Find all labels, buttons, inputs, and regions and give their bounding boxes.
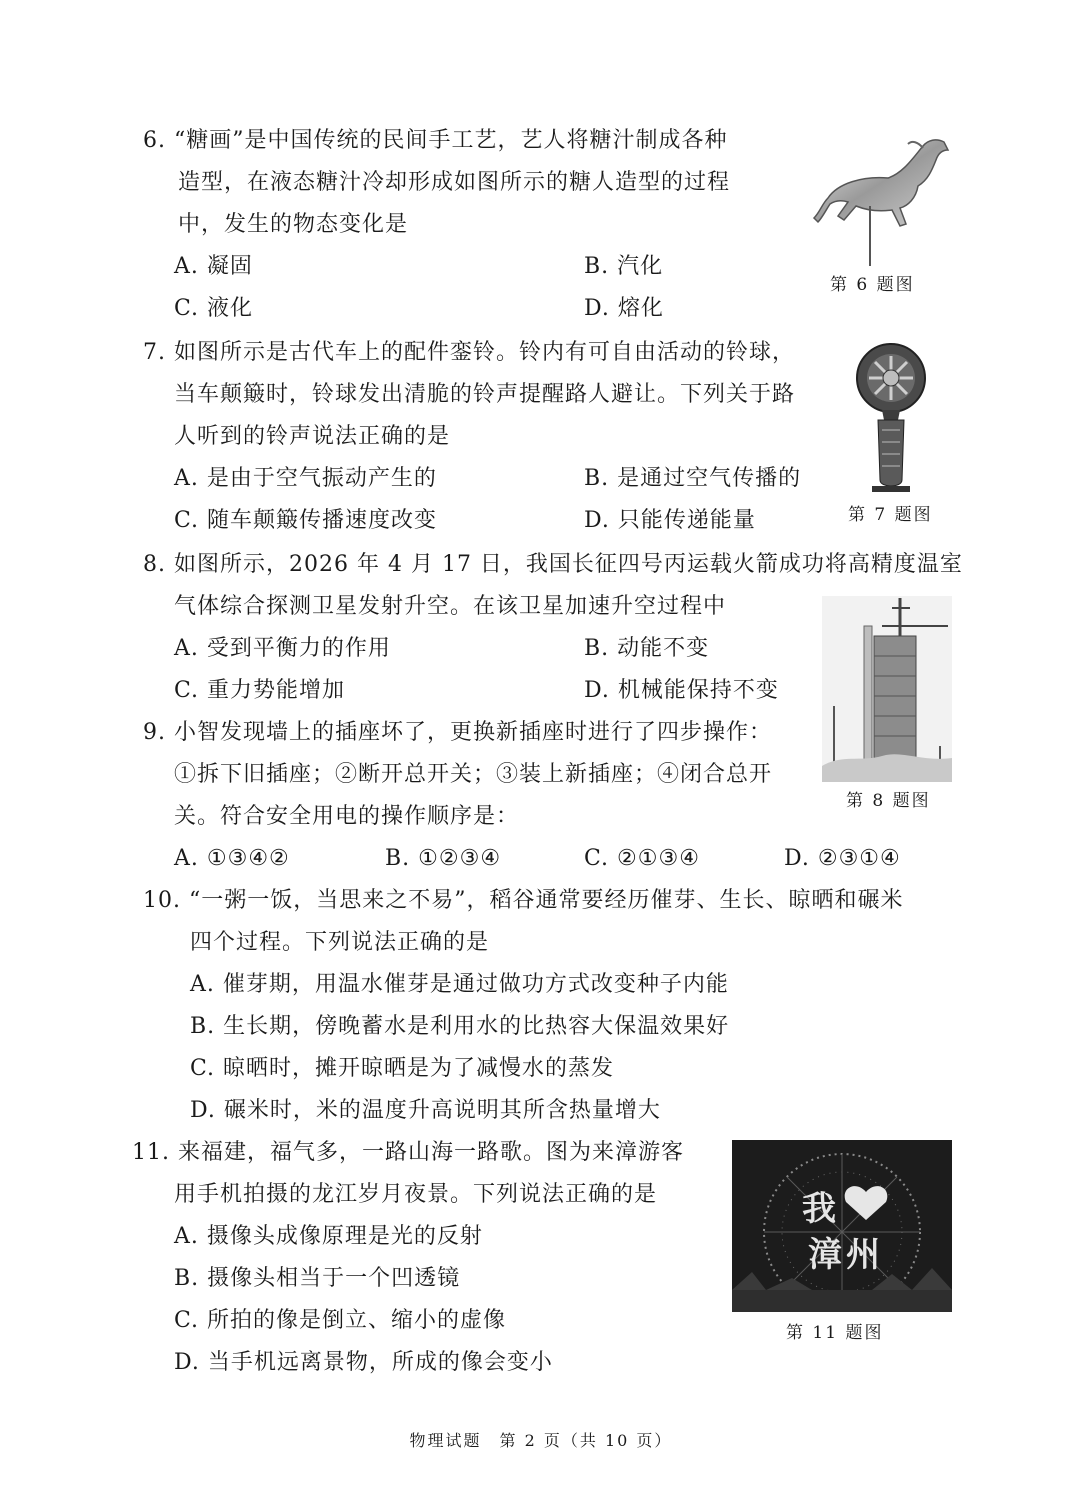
q6-stem-line1: 6. “糖画”是中国传统的民间手工艺，艺人将糖汁制成各种 <box>143 128 728 153</box>
q8-option-c: C. 重力势能增加 <box>174 678 346 703</box>
q8-stem-line2: 气体综合探测卫星发射升空。在该卫星加速升空过程中 <box>174 594 727 619</box>
q8-option-a: A. 受到平衡力的作用 <box>174 636 391 661</box>
q7-option-b: B. 是通过空气传播的 <box>584 466 802 491</box>
luan-bell-figure <box>848 340 934 496</box>
photo-sign-char2: 漳 <box>808 1235 842 1275</box>
q8-stem-line1: 8. 如图所示，2026 年 4 月 17 日，我国长征四号丙运载火箭成功将高精度温室 <box>143 552 963 577</box>
q11-figure-caption: 第 11 题图 <box>786 1323 884 1343</box>
q7-stem-line1: 7. 如图所示是古代车上的配件銮铃。铃内有可自由活动的铃球， <box>143 340 795 365</box>
q10-option-a: A. 催芽期，用温水催芽是通过做功方式改变种子内能 <box>190 972 729 997</box>
q7-stem-line2: 当车颠簸时，铃球发出清脆的铃声提醒路人避让。下列关于路 <box>174 382 796 407</box>
photo-sign-char1: 我 <box>802 1189 836 1229</box>
rocket-launch-figure <box>822 596 952 782</box>
q6-option-a: A. 凝固 <box>174 254 253 279</box>
q6-option-b: B. 汽化 <box>584 254 664 279</box>
q7-stem-line3: 人听到的铃声说法正确的是 <box>174 424 451 449</box>
q10-stem-line2: 四个过程。下列说法正确的是 <box>190 930 490 955</box>
q10-option-b: B. 生长期，傍晚蓄水是利用水的比热容大保温效果好 <box>190 1014 730 1039</box>
q11-stem-line2: 用手机拍摄的龙江岁月夜景。下列说法正确的是 <box>174 1182 658 1207</box>
q7-option-c: C. 随车颠簸传播速度改变 <box>174 508 438 533</box>
q6-stem-line3: 中，发生的物态变化是 <box>178 212 409 237</box>
q6-option-c: C. 液化 <box>174 296 254 321</box>
q6-stem-line2: 造型，在液态糖汁冷却形成如图所示的糖人造型的过程 <box>178 170 731 195</box>
q6-figure-caption: 第 6 题图 <box>830 275 915 295</box>
q11-stem-line1: 11. 来福建，福气多，一路山海一路歌。图为来漳游客 <box>132 1140 684 1165</box>
q11-option-c: C. 所拍的像是倒立、缩小的虚像 <box>174 1308 507 1333</box>
sugar-horse-figure <box>808 128 958 268</box>
q8-figure-caption: 第 8 题图 <box>846 791 931 811</box>
q9-option-b: B. ①②③④ <box>385 846 502 871</box>
q8-option-b: B. 动能不变 <box>584 636 710 661</box>
q9-stem-line3: 关。符合安全用电的操作顺序是： <box>174 804 520 829</box>
q9-stem-line2: ①拆下旧插座；②断开总开关；③装上新插座；④闭合总开 <box>174 762 773 787</box>
q8-option-d: D. 机械能保持不变 <box>584 678 779 703</box>
q11-option-d: D. 当手机远离景物，所成的像会变小 <box>174 1350 553 1375</box>
q7-figure-caption: 第 7 题图 <box>848 505 933 525</box>
q10-stem-line1: 10. “一粥一饭，当思来之不易”，稻谷通常要经历催芽、生长、晾晒和碾米 <box>143 888 904 913</box>
q11-option-b: B. 摄像头相当于一个凹透镜 <box>174 1266 461 1291</box>
photo-sign-char3: 州 <box>846 1235 880 1275</box>
page-footer: 物理试题 第 2 页（共 10 页） <box>409 1431 673 1450</box>
q9-option-a: A. ①③④② <box>174 846 290 871</box>
q10-option-c: C. 晾晒时，摊开晾晒是为了减慢水的蒸发 <box>190 1056 615 1081</box>
q9-option-d: D. ②③①④ <box>784 846 901 871</box>
q7-option-a: A. 是由于空气振动产生的 <box>174 466 437 491</box>
q10-option-d: D. 碾米时，米的温度升高说明其所含热量增大 <box>190 1098 661 1123</box>
night-scene-photo <box>732 1140 952 1312</box>
q6-option-d: D. 熔化 <box>584 296 664 321</box>
q9-stem-line1: 9. 小智发现墙上的插座坏了，更换新插座时进行了四步操作： <box>143 720 772 745</box>
q7-option-d: D. 只能传递能量 <box>584 508 756 533</box>
q11-option-a: A. 摄像头成像原理是光的反射 <box>174 1224 483 1249</box>
q9-option-c: C. ②①③④ <box>584 846 700 871</box>
